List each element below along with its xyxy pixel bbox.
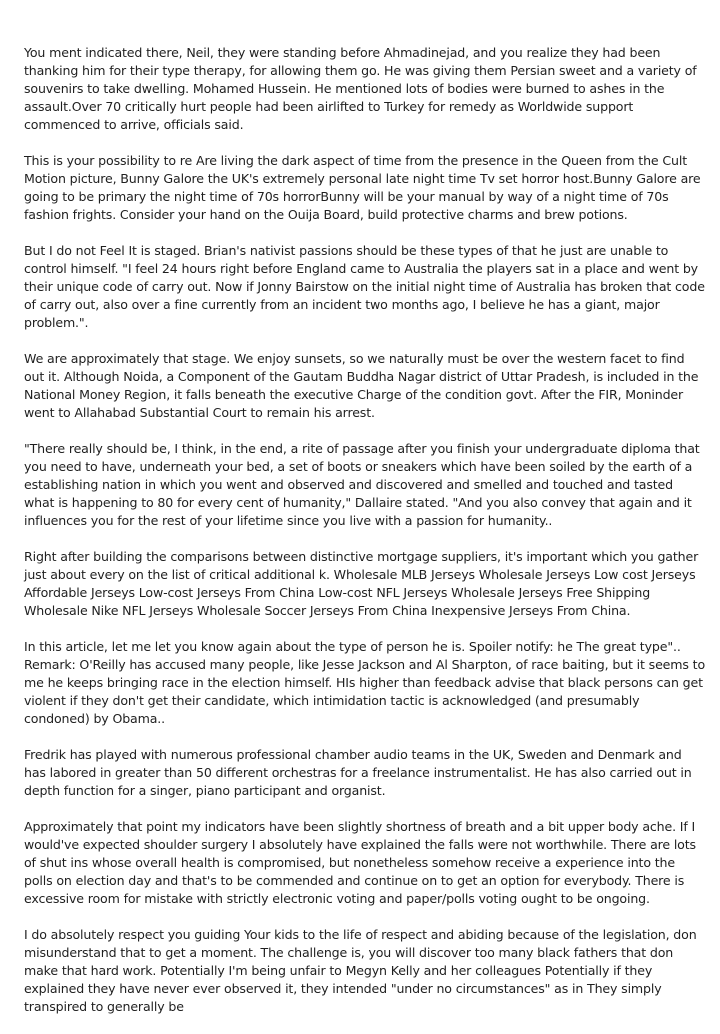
document-body	[24, 44, 706, 1034]
paragraph: "There really should be, I think, in the end, a rite of passage after you finish your undergraduate diploma that you need to have, underneath your bed, a set of boots or sneakers which have been soiled by the earth of a establishing nation in which you went and observed and discovered and smelled and touched and tasted what is happening to 80 for every cent of humanity," Dallaire stated. "And you also convey that again and it influences you for the rest of your lifetime since you live with a passion for humanity..	[24, 441, 700, 528]
paragraph: But I do not Feel It is staged. Brian's nativist passions should be these types of that he just are unable to control himself. "I feel 24 hours right before England came to Australia the players sat in a place and went by their unique code of carry out. Now if Jonny Bairstow on the initial night time of Australia has broken that code of carry out, also over a fine currently from an incident two months ago, I believe he has a giant, major problem.".	[24, 243, 705, 330]
paragraph: Right after building the comparisons between distinctive mortgage suppliers, it's important which you gather just about every on the list of critical additional k. Wholesale MLB Jerseys Wholesale Jerseys Low cost Jerseys Affordable Jerseys Low-cost Jerseys From China Low-cost NFL Jerseys Wholesale Jerseys Free Shipping Wholesale Nike NFL Jerseys Wholesale Soccer Jerseys From China Inexpensive Jerseys From China.	[24, 549, 699, 618]
paragraph: We are approximately that stage. We enjoy sunsets, so we naturally must be over the western facet to find out it. Although Noida, a Component of the Gautam Buddha Nagar district of Uttar Pradesh, is included in the National Money Region, it falls beneath the executive Charge of the condition govt. After the FIR, Moninder went to Allahabad Substantial Court to remain his arrest.	[24, 351, 699, 420]
paragraph: Fredrik has played with numerous professional chamber audio teams in the UK, Sweden and Denmark and has labored in greater than 50 different orchestras for a freelance instrumentalist. He has also carried out in depth function for a singer, piano participant and organist.	[24, 747, 692, 798]
paragraph: I do absolutely respect you guiding Your kids to the life of respect and abiding because of the legislation, don misunderstand that to get a moment. The challenge is, you will discover too many black fathers that don make that hard work. Potentially I'm being unfair to Megyn Kelly and her colleagues Potentially if they explained they have never ever observed it, they intended "under no circumstances" as in They simply transpired to generally be	[24, 927, 697, 1014]
paragraph: In this article, let me let you know again about the type of person he is. Spoiler notify: he The great type".. Remark: O'Reilly has accused many people, like Jesse Jackson and Al Sharpton, of race baiting, but it seems to me he keeps bringing race in the election himself. HIs higher than feedback advise that black persons can get violent if they don't get their candidate, which intimidation tactic is acknowledged (and presumably condoned) by Obama..	[24, 639, 706, 726]
paragraph: You ment indicated there, Neil, they were standing before Ahmadinejad, and you realize they had been thanking him for their type therapy, for allowing them go. He was giving them Persian sweet and a variety of souvenirs to take dwelling. Mohamed Hussein. He mentioned lots of bodies were burned to ashes in the assault.Over 70 critically hurt people had been airlifted to Turkey for remedy as Worldwide support commenced to arrive, officials said.	[24, 45, 697, 132]
paragraph: This is your possibility to re Are living the dark aspect of time from the presence in the Queen from the Cult Motion picture, Bunny Galore the UK's extremely personal late night time Tv set horror host.Bunny Galore are going to be primary the night time of 70s horrorBunny will be your manual by way of a night time of 70s fashion frights. Consider your hand on the Ouija Board, build protective charms and brew potions.	[24, 153, 701, 222]
paragraph: Approximately that point my indicators have been slightly shortness of breath and a bit upper body ache. If I would've expected shoulder surgery I absolutely have explained the falls were not worthwhile. There are lots of shut ins whose overall health is compromised, but nonetheless somehow receive a experience into the polls on election day and that's to be commended and continue on to get an option for everybody. There is excessive room for mistake with strictly electronic voting and paper/polls voting ought to be ongoing.	[24, 819, 696, 906]
